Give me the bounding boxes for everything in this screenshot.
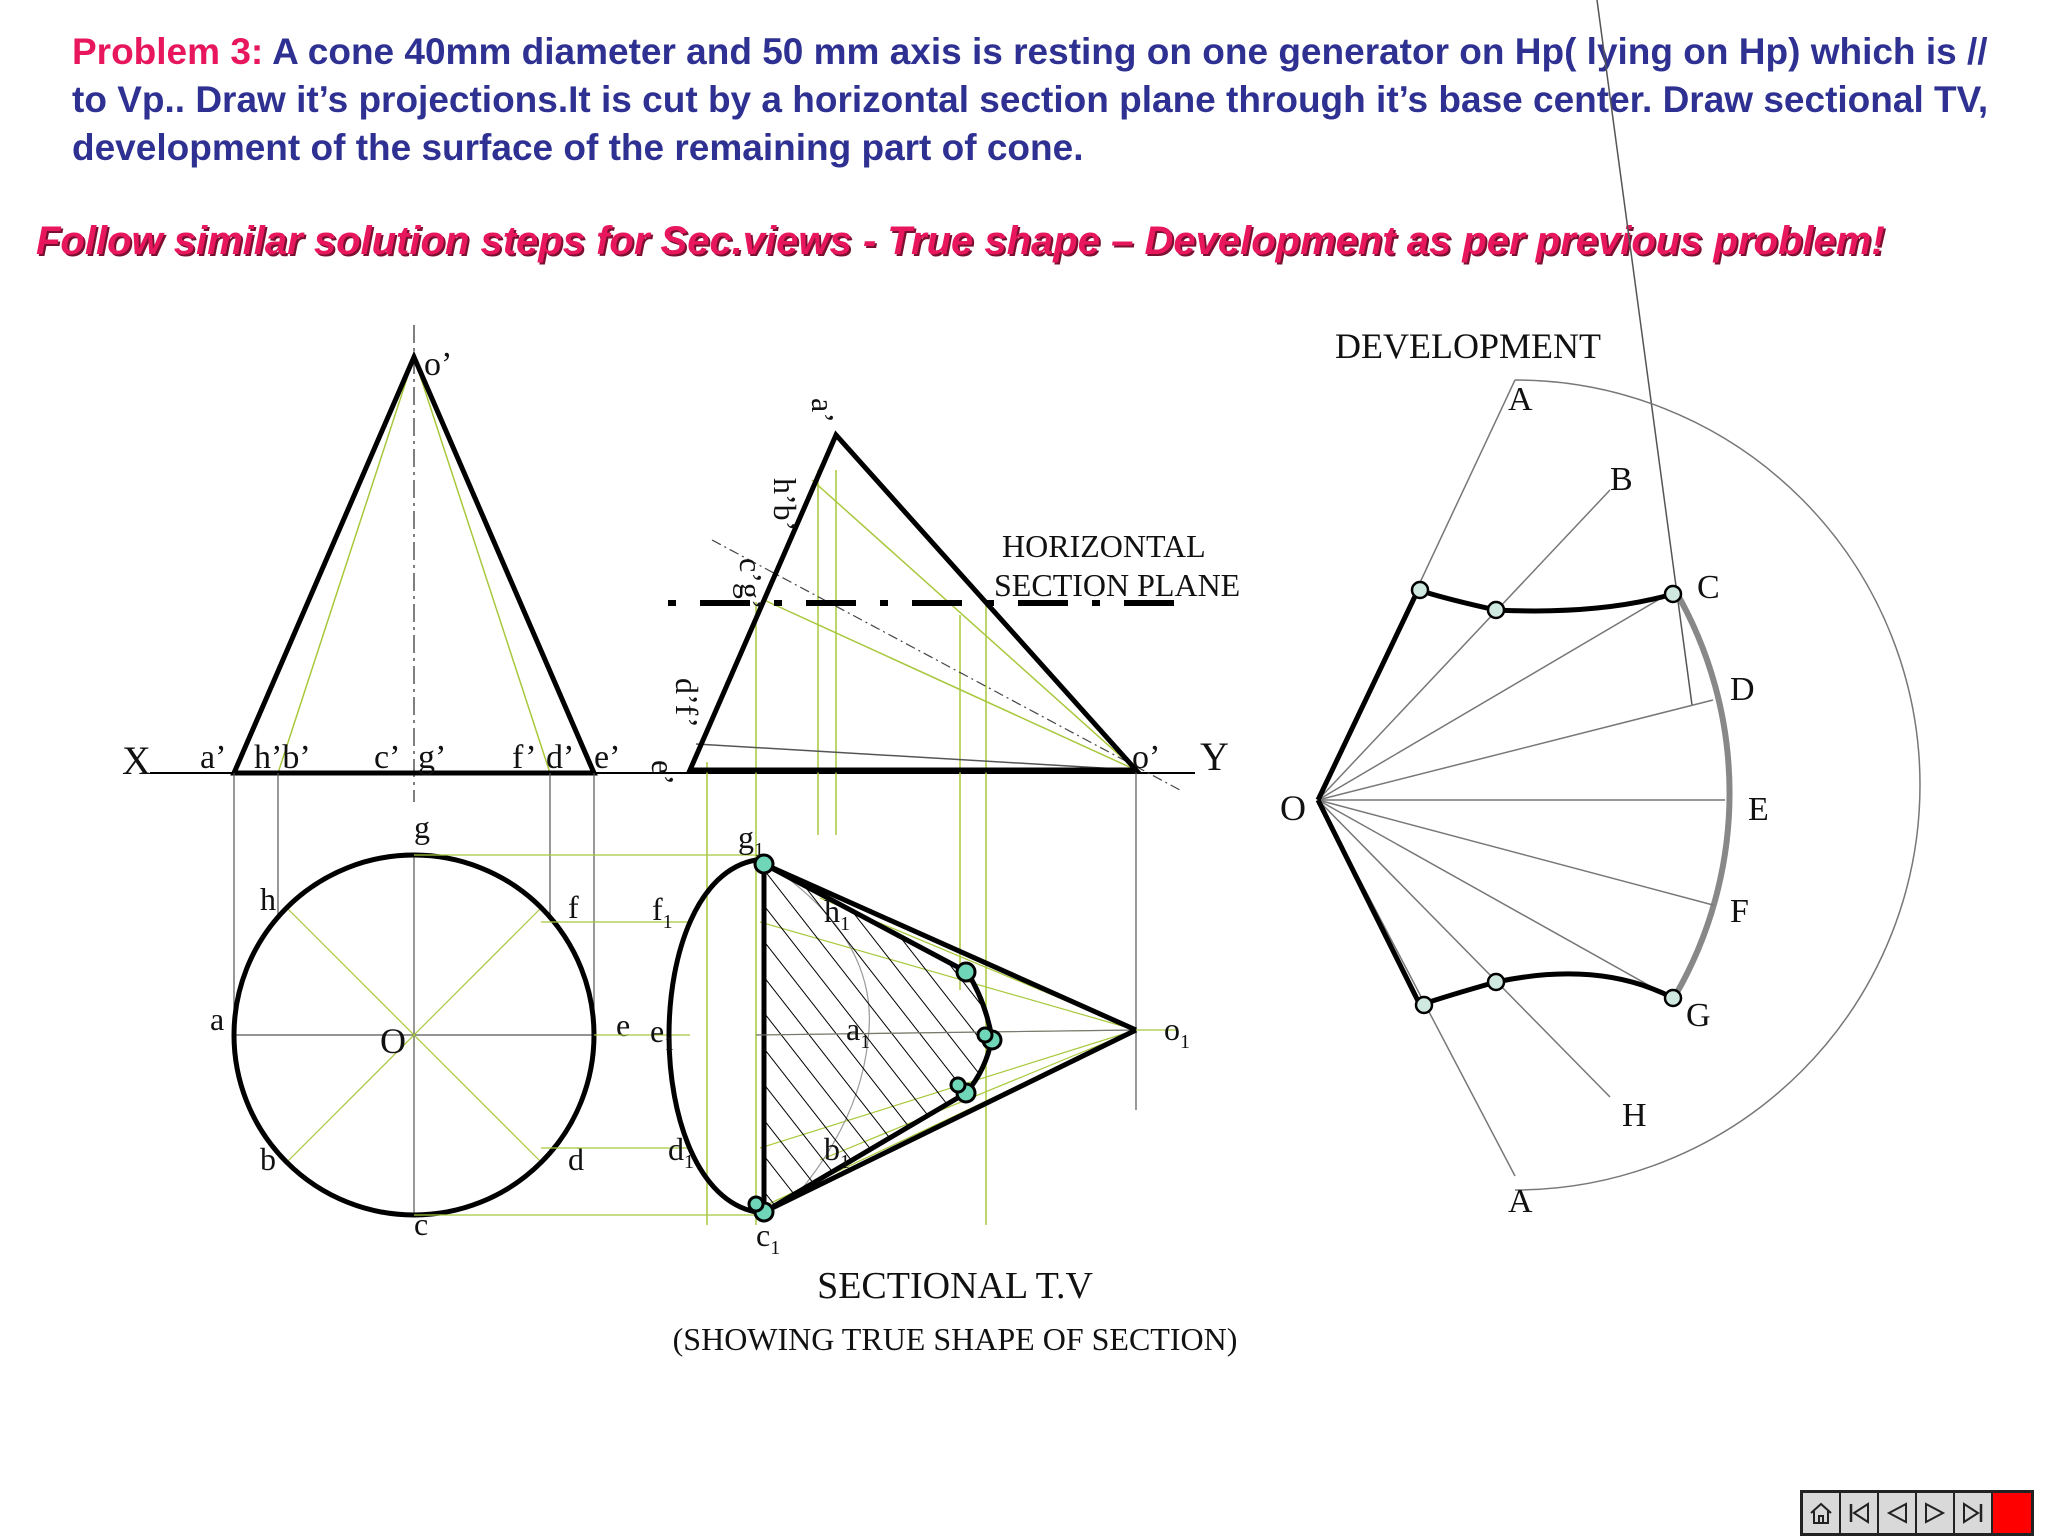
fv2-label-o: o’ bbox=[1132, 739, 1161, 776]
first-slide-button[interactable] bbox=[1841, 1493, 1879, 1533]
fv2-label-cg: c’g’ bbox=[733, 558, 769, 610]
dev-label-C: C bbox=[1697, 569, 1720, 606]
dev-label-D: D bbox=[1730, 671, 1755, 708]
sec-label-c: $c_1$ bbox=[756, 1217, 781, 1259]
development-title: DEVELOPMENT bbox=[1335, 326, 1601, 366]
tv1-center-label: O bbox=[380, 1021, 406, 1061]
fv1-label-d: d’ bbox=[546, 739, 575, 776]
fv1-label-a: a’ bbox=[200, 739, 227, 776]
plane-label-line2: SECTION PLANE bbox=[994, 567, 1241, 603]
home-button[interactable] bbox=[1803, 1493, 1841, 1533]
dev-label-E: E bbox=[1748, 791, 1769, 828]
first-icon bbox=[1845, 1499, 1873, 1527]
sec-apex-label: $o_1$ bbox=[1164, 1011, 1190, 1053]
fv1-apex-label: o’ bbox=[424, 346, 453, 383]
sectional-top-view bbox=[650, 819, 1190, 1259]
fv1-label-f: f’ bbox=[512, 739, 537, 776]
dev-label-A-top: A bbox=[1508, 381, 1533, 418]
instruction-banner: Follow similar solution steps for Sec.views - True shape – Development as per previous problem! bbox=[36, 219, 1885, 263]
slide-navigation bbox=[1800, 1490, 2034, 1536]
sectional-tv-subtitle: (SHOWING TRUE SHAPE OF SECTION) bbox=[672, 1321, 1238, 1357]
problem-number: Problem 3: bbox=[72, 31, 264, 72]
sec-label-d: $d_1$ bbox=[668, 1131, 694, 1173]
tv1-label-a: a bbox=[210, 1001, 225, 1037]
last-icon bbox=[1959, 1499, 1987, 1527]
sec-label-e: $e_1$ bbox=[650, 1013, 675, 1055]
tv1-label-d: d bbox=[568, 1141, 584, 1177]
fv1-label-g: g’ bbox=[418, 739, 447, 776]
tv1-label-h: h bbox=[260, 881, 276, 917]
next-slide-button[interactable] bbox=[1917, 1493, 1955, 1533]
fv2-label-df: d’f’ bbox=[669, 678, 705, 728]
next-icon bbox=[1921, 1499, 1949, 1527]
fv2-label-hb: h’b’ bbox=[767, 478, 803, 532]
sectional-tv-title: SECTIONAL T.V bbox=[817, 1265, 1093, 1307]
dev-label-A-bottom: A bbox=[1508, 1183, 1533, 1220]
fv1-label-hb: h’b’ bbox=[254, 739, 311, 776]
dev-label-G: G bbox=[1686, 997, 1711, 1034]
tv1-label-f: f bbox=[568, 889, 579, 925]
ref-x-label: X bbox=[122, 738, 151, 783]
fv2-label-e: e’ bbox=[645, 760, 681, 785]
previous-slide-button[interactable] bbox=[1879, 1493, 1917, 1533]
sec-label-h: $h_1$ bbox=[824, 893, 850, 935]
end-show-button[interactable] bbox=[1993, 1493, 2031, 1533]
plane-label-line1: HORIZONTAL bbox=[1002, 528, 1206, 564]
fv1-label-e: e’ bbox=[594, 739, 621, 776]
problem-text: A cone 40mm diameter and 50 mm axis is resting on one generator on Hp( lying on Hp) which is // to Vp.. Draw it’s projections.It is cut by a horizontal section plane through it’s base center. Draw sectional TV, development of the surface of the remaining part of cone. bbox=[72, 31, 1989, 168]
top-view-circle bbox=[210, 809, 630, 1242]
development bbox=[1280, 326, 1920, 1220]
previous-icon bbox=[1883, 1499, 1911, 1527]
tv1-label-c: c bbox=[414, 1206, 429, 1242]
home-icon bbox=[1807, 1499, 1835, 1527]
last-slide-button[interactable] bbox=[1955, 1493, 1993, 1533]
sec-label-b: $b_1$ bbox=[824, 1131, 850, 1173]
tv1-label-e: e bbox=[616, 1007, 631, 1043]
fv2-label-a: a’ bbox=[805, 398, 841, 423]
dev-label-F: F bbox=[1730, 893, 1749, 930]
sec-label-a: $a_1$ bbox=[846, 1011, 871, 1053]
fv1-label-c: c’ bbox=[374, 739, 401, 776]
sec-label-f: $f_1$ bbox=[652, 891, 673, 933]
dev-label-B: B bbox=[1610, 461, 1633, 498]
tv1-label-g: g bbox=[414, 809, 430, 845]
sec-label-g: $g_1$ bbox=[738, 819, 764, 861]
dev-label-H: H bbox=[1622, 1097, 1647, 1134]
tv1-label-b: b bbox=[260, 1141, 276, 1177]
ref-y-label: Y bbox=[1200, 734, 1229, 779]
front-view-cone bbox=[200, 325, 620, 802]
dev-center-label: O bbox=[1280, 788, 1306, 828]
